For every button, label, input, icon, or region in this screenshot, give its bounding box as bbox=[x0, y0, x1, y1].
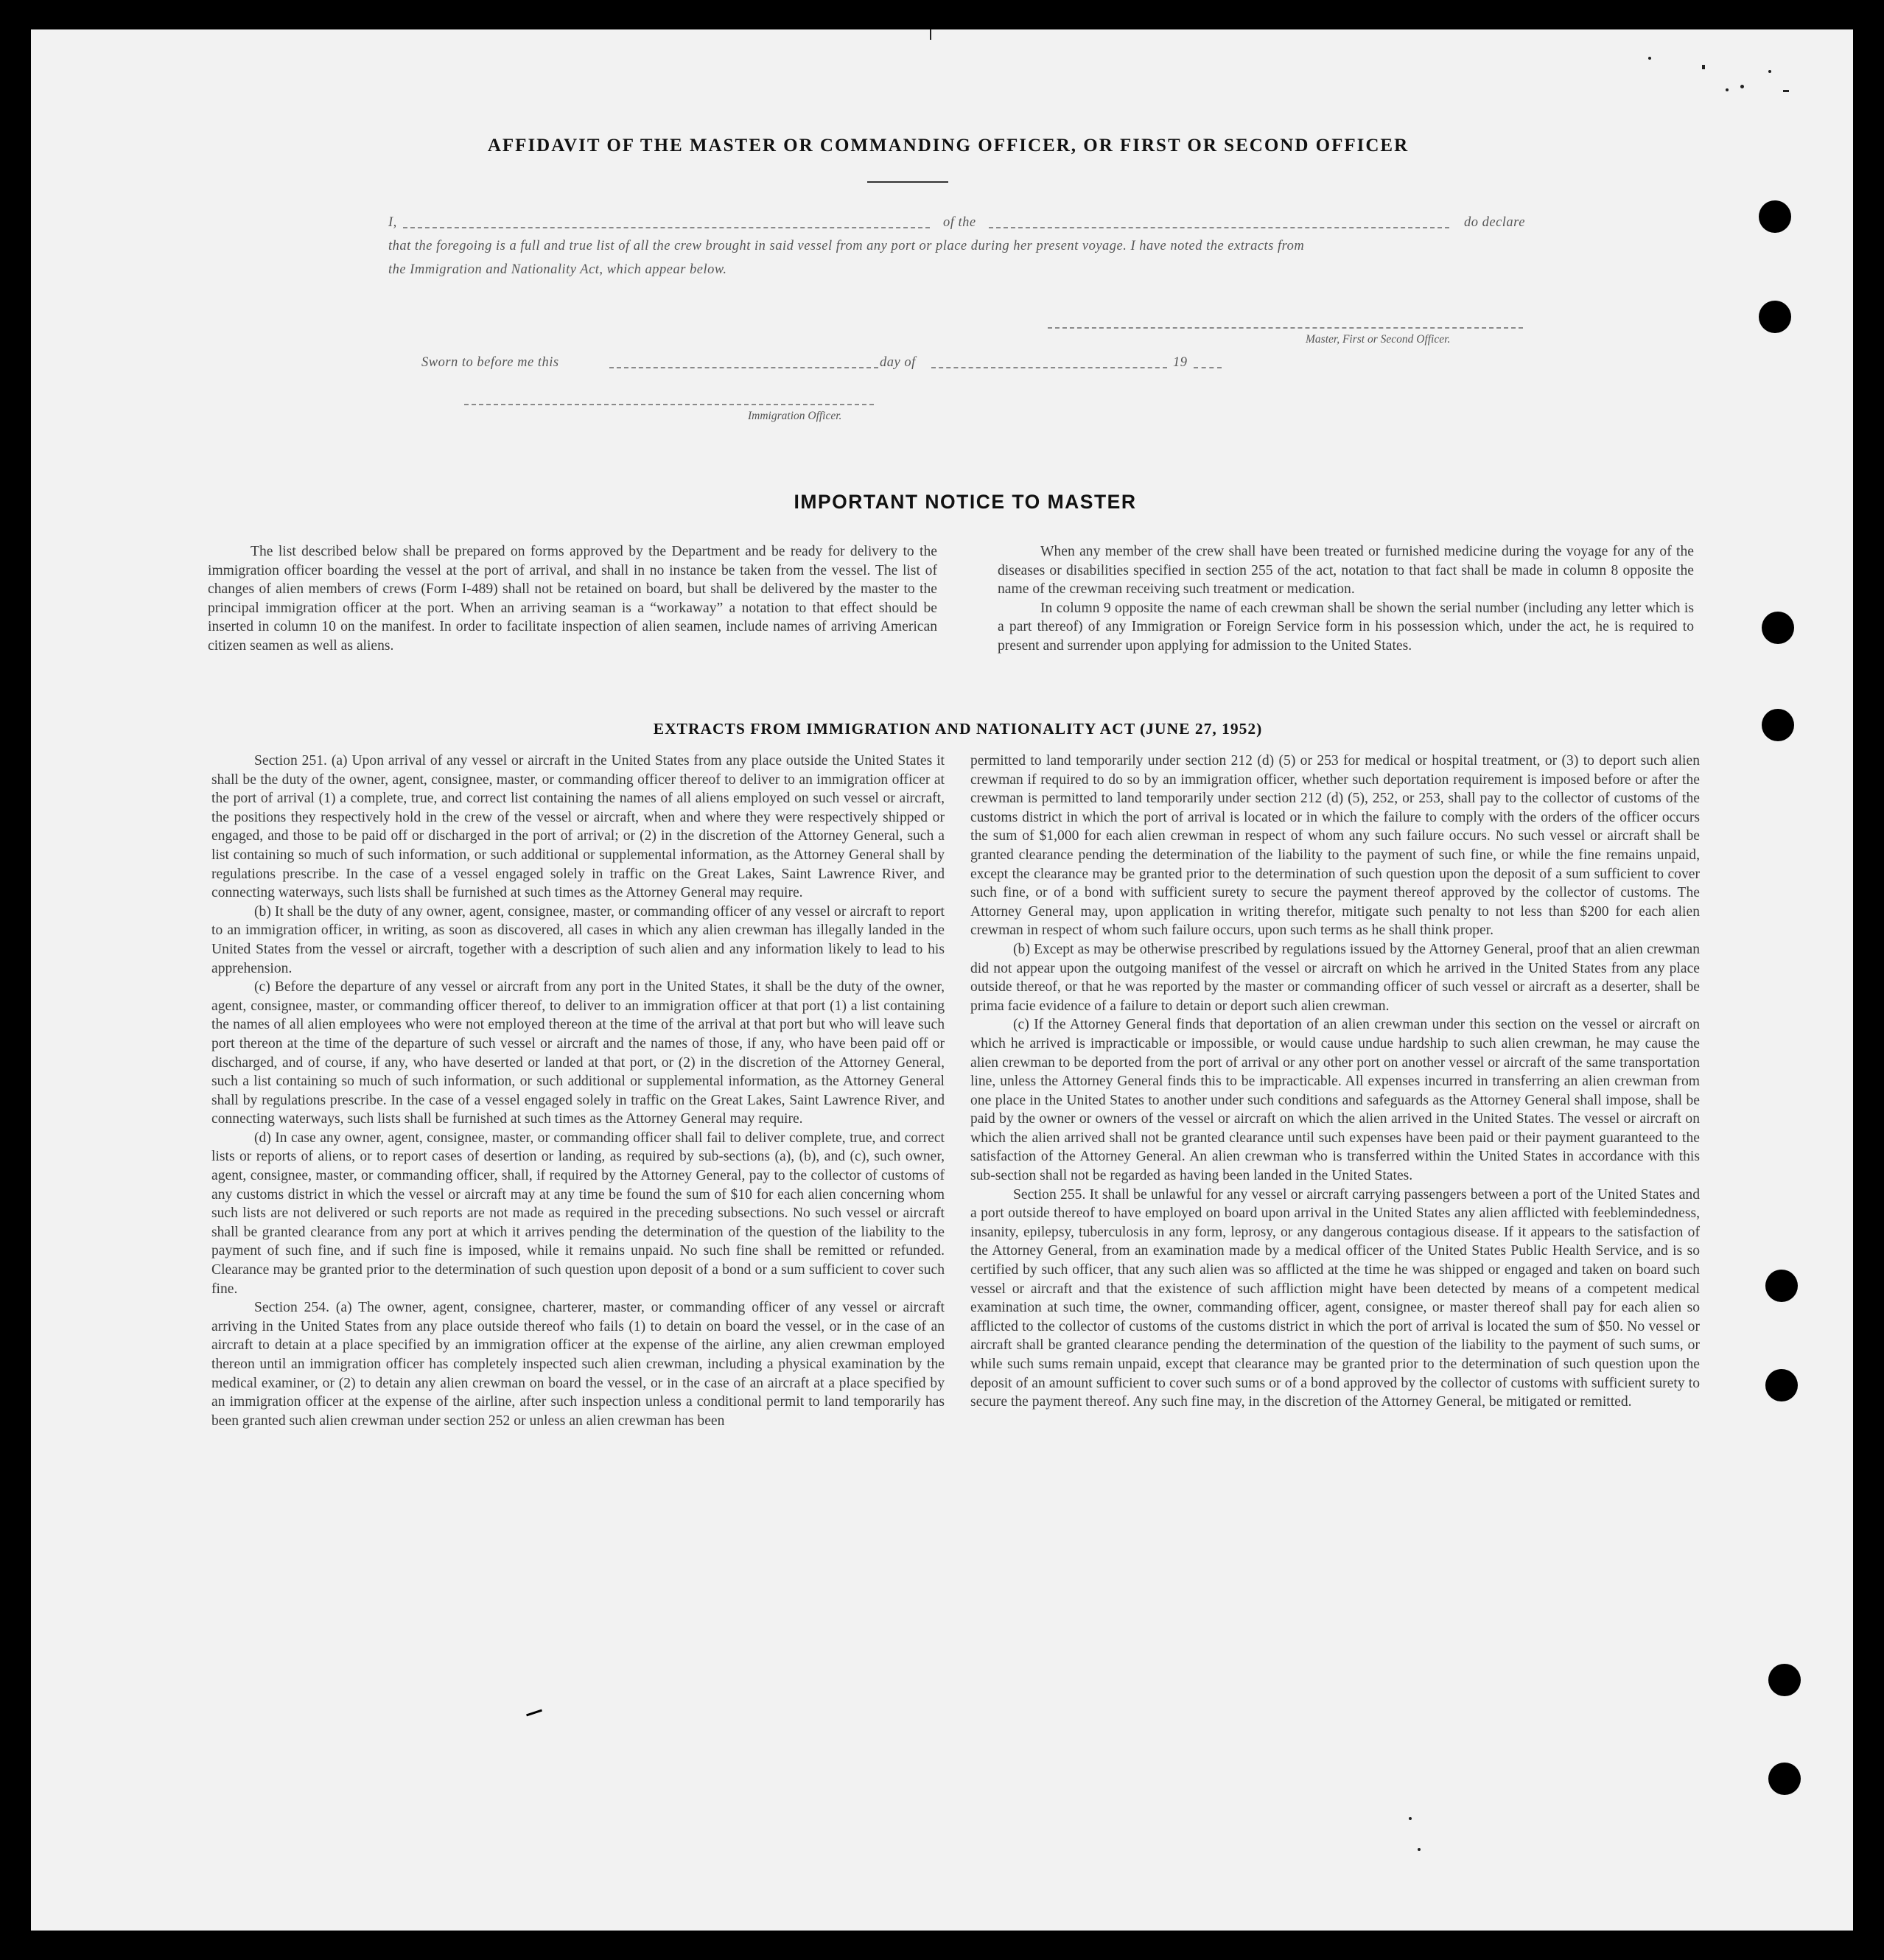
punch-hole bbox=[1762, 709, 1794, 741]
scan-speck bbox=[1418, 1848, 1421, 1851]
notice-right-paragraph-2: In column 9 opposite the name of each crewman shall be shown the serial number (including any letter which is a part thereof) of any Immigration or Foreign Service form in his possession which, under the act, he is required to present and surrender upon applying for admission to the United States. bbox=[998, 600, 1694, 654]
affidavit-statement: that the foregoing is a full and true list of all the crew brought in said vessel from any port or place during her present voyage. I have noted the extracts from bbox=[388, 239, 1305, 253]
punch-hole bbox=[1768, 1763, 1801, 1795]
section-251-d: (d) In case any owner, agent, consignee, master, or commanding officer shall fail to deliver complete, true, and correct lists or reports of aliens, or to report cases of desertion or landing, as required by sub-sections (a), (b), and (c), such owner, agent, consignee, master, or commanding officer, shall, if required by the Attorney General, pay to the collector of customs of any customs district in which the vessel or aircraft may at any time be found the sum of $10 for each alien concerning whom such lists are not delivered or such reports are not made as required in the preceding subsections. No such vessel or aircraft shall be granted clearance from any port at which it arrives pending the determination of the question of the liability to the payment of such fine, and if such fine is imposed, while it remains unpaid. No such fine shall be remitted or refunded. Clearance may be granted prior to the determination of such question upon deposit of a bond or a sum sufficient to cover such fine. bbox=[211, 1130, 945, 1297]
master-signature-field[interactable] bbox=[1048, 327, 1523, 329]
sworn-month-field[interactable] bbox=[931, 367, 1167, 368]
scan-speck bbox=[1740, 85, 1744, 88]
vessel-name-field[interactable] bbox=[989, 227, 1449, 228]
scan-speck bbox=[1726, 88, 1729, 91]
pen-mark bbox=[526, 1709, 542, 1717]
sworn-year-field[interactable] bbox=[1194, 367, 1222, 368]
section-254-c: (c) If the Attorney General finds that deportation of an alien crewman under this section on the vessel or aircraft on which he arrived is impracticable or impossible, or would cause undue hardship to such alien crewman, he may cause the alien crewman to be deported from the port of arrival or any other port on another vessel or aircraft of the same transportation line, unless the Attorney General finds this to be impracticable. All expenses incurred in transferring an alien crewman from one place in the United States to another under such conditions and safeguards as the Attorney General shall impose, shall be paid by the owner or owners of the vessel or aircraft on which the alien arrived in the United States. The vessel or aircraft on which the alien arrived shall not be granted clearance until such expenses have been paid or their payment guaranteed to the satisfaction of the Attorney General. An alien crewman who is transferred within the United States in accordance with this sub-section shall not be regarded as having been landed in the United States. bbox=[970, 1017, 1700, 1184]
punch-hole bbox=[1759, 301, 1791, 333]
notice-right-column bbox=[998, 542, 1694, 656]
scan-speck bbox=[1702, 65, 1705, 69]
scan-speck bbox=[1648, 57, 1651, 60]
declare-label: do declare bbox=[1464, 215, 1525, 230]
affidavit-title: AFFIDAVIT OF THE MASTER OR COMMANDING OFFICER, OR FIRST OR SECOND OFFICER bbox=[487, 136, 1410, 155]
punch-hole bbox=[1768, 1664, 1801, 1696]
extracts-title: EXTRACTS FROM IMMIGRATION AND NATIONALITY ACT (JUNE 27, 1952) bbox=[653, 720, 1263, 738]
notice-left-column bbox=[208, 542, 937, 656]
day-of-label: day of bbox=[880, 355, 916, 370]
affidavit-statement-cont: the Immigration and Nationality Act, which appear below. bbox=[388, 262, 727, 277]
officer-signature-field[interactable] bbox=[464, 404, 874, 405]
section-251-b: (b) It shall be the duty of any owner, agent, consignee, master, or commanding officer of any vessel or aircraft to report to an immigration officer, in writing, as soon as discovered, all cases in which any alien crewman has illegally landed in the United States from the vessel or aircraft, together with a description of such alien and any information likely to lead to his apprehension. bbox=[211, 903, 945, 976]
notice-right-paragraph-1: When any member of the crew shall have been treated or furnished medicine during the voyage for any of the diseases or disabilities specified in section 255 of the act, notation to that fact shall be made in column 8 opposite the name of the crewman receiving such treatment or medication. bbox=[998, 544, 1694, 598]
punch-hole bbox=[1765, 1369, 1798, 1401]
punch-hole bbox=[1765, 1270, 1798, 1302]
title-rule bbox=[867, 181, 948, 183]
affiant-prefix: I, bbox=[388, 215, 397, 230]
officer-signature-label: Immigration Officer. bbox=[748, 410, 842, 422]
section-254-b: (b) Except as may be otherwise prescribed by regulations issued by the Attorney General, proof that an alien crewman did not appear upon the outgoing manifest of the vessel or aircraft on which he arrived in the United States from any place outside thereof, or that he was reported by the master or commanding officer of such vessel or aircraft as a deserter, shall be prima facie evidence of a failure to detain or deport such alien crewman. bbox=[970, 941, 1700, 1014]
top-tick-mark bbox=[930, 29, 931, 40]
notice-title: IMPORTANT NOTICE TO MASTER bbox=[794, 491, 1137, 513]
master-signature-label: Master, First or Second Officer. bbox=[1306, 333, 1451, 346]
scan-speck bbox=[1783, 90, 1789, 92]
scan-speck bbox=[1409, 1817, 1412, 1820]
of-the-label: of the bbox=[943, 215, 976, 230]
section-255: Section 255. It shall be unlawful for any vessel or aircraft carrying passengers between a port of the United States and a port outside thereof to have employed on board upon arrival in the United States any alien afflicted with feeblemindedness, insanity, epilepsy, tuberculosis in any form, leprosy, or any dangerous contagious disease. If it appears to the satisfaction of the Attorney General, from an examination made by a medical officer of the United States Public Health Service, and is so certified by such officer, that any such alien was so afflicted at the time he was shipped or engaged and taken on board such vessel or aircraft and that the existence of such affliction might have been detected by means of a competent medical examination at such time, the owner, commanding officer, agent, consignee, or master thereof shall pay for each alien so afflicted to the collector of customs of the customs district in which the port of arrival is located the sum of $50. No vessel or aircraft shall be granted clearance pending the determination of the question of the liability to the payment of such sums, or while such sums remain unpaid, except that clearance may be granted prior to the determination of such question upon the deposit of an amount sufficient to cover such sums or of a bond approved by the collector of customs with sufficient surety to secure the payment thereof. Any such fine may, in the discretion of the Attorney General, be mitigated or remitted. bbox=[970, 1186, 1700, 1410]
punch-hole bbox=[1759, 200, 1791, 233]
affiant-name-field[interactable] bbox=[403, 227, 930, 228]
sworn-label: Sworn to before me this bbox=[421, 355, 559, 370]
scan-speck bbox=[1768, 70, 1771, 73]
sworn-day-field[interactable] bbox=[609, 367, 878, 368]
notice-left-paragraph: The list described below shall be prepared on forms approved by the Department and be ready for delivery to the immigration officer boarding the vessel at the port of arrival, and shall in no instance be taken from the vessel. The list of changes of alien members of crews (Form I-489) shall not be retained on board, but shall be delivered by the master to the principal immigration officer at the port. When an arriving seaman is a “workaway” a notation to that effect should be inserted in column 10 on the manifest. In order to facilitate inspection of alien seamen, include names of arriving American citizen seamen as well as aliens. bbox=[208, 544, 937, 654]
extracts-right-column bbox=[970, 752, 1700, 1412]
punch-hole bbox=[1762, 612, 1794, 644]
extracts-left-column bbox=[211, 752, 945, 1430]
section-254-a: Section 254. (a) The owner, agent, consignee, charterer, master, or commanding officer of any vessel or aircraft arriving in the United States from any place outside thereof who fails (1) to detain on board the vessel, or in the case of an aircraft to detain at a place specified by an immigration officer at the expense of the airline, any alien crewman employed thereon until an immigration officer has completely inspected such alien crewman, including a physical examination by the medical examiner, or (2) to detain any alien crewman on board the vessel, or in the case of an aircraft at a place specified by an immigration officer at the expense of the airline, after such inspection unless a conditional permit to land temporarily has been granted such alien crewman under section 252 or unless an alien crewman has been bbox=[211, 1300, 945, 1429]
section-254-a-cont: permitted to land temporarily under section 212 (d) (5) or 253 for medical or hospital treatment, or (3) to deport such alien crewman if required to do so by an immigration officer, whether such deportation requirement is imposed before or after the crewman is permitted to land temporarily under section 212 (d) (5), 252, or 253, shall pay to the collector of customs of the customs district in which the port of arrival is located or in which the failure to comply with the orders of the officer occurs the sum of $1,000 for each alien crewman in respect of whom any such failure occurs. No such vessel or aircraft shall be granted clearance pending the determination of the liability to the payment of such fine, or while the fine remains unpaid, except the clearance may be granted prior to the determination of such question upon the deposit of a sum sufficient to cover such fine, or of a bond with sufficient surety to secure the payment thereof approved by the collector of customs. The Attorney General may, upon application in writing therefor, mitigate such penalty to not less than $200 for each alien crewman in respect of whom such failure occurs, upon such terms as he shall think proper. bbox=[970, 753, 1700, 939]
document-page bbox=[31, 29, 1853, 1931]
section-251-c: (c) Before the departure of any vessel or aircraft from any port in the United States, it shall be the duty of the owner, agent, consignee, master, or commanding officer thereof, to deliver to an immigration officer at that port (1) a list containing the names of all alien employees who were not employed thereon at the time of the arrival at that port but who will leave such port thereon at the time of the departure of such vessel or aircraft and the names of those, if any, who have been paid off or discharged, and of course, if any, who have deserted or landed at that port, or (2) in the discretion of the Attorney General, such a list containing so much of such information, or such additional or supplemental information, as the Attorney General shall by regulations prescribe. In the case of a vessel engaged solely in traffic on the Great Lakes, Saint Lawrence River, and connecting waterways, such lists shall be furnished at such times as the Attorney General may require. bbox=[211, 979, 945, 1127]
section-251-a: Section 251. (a) Upon arrival of any vessel or aircraft in the United States from any place outside the United States it shall be the duty of the owner, agent, consignee, master, or commanding officer thereof to deliver to an immigration officer at the port of arrival (1) a complete, true, and correct list containing the names of all aliens employed on such vessel or aircraft, the positions they respectively hold in the crew of the vessel or aircraft, when and where they were respectively shipped or engaged, and those to be paid off or discharged in the port of arrival; or (2) in the discretion of the Attorney General, such a list containing so much of such information, or such additional or supplemental information, as the Attorney General shall by regulations prescribe. In the case of a vessel engaged solely in traffic on the Great Lakes, Saint Lawrence River, and connecting waterways, such lists shall be furnished at such times as the Attorney General may require. bbox=[211, 753, 945, 901]
year-prefix: 19 bbox=[1173, 355, 1188, 370]
